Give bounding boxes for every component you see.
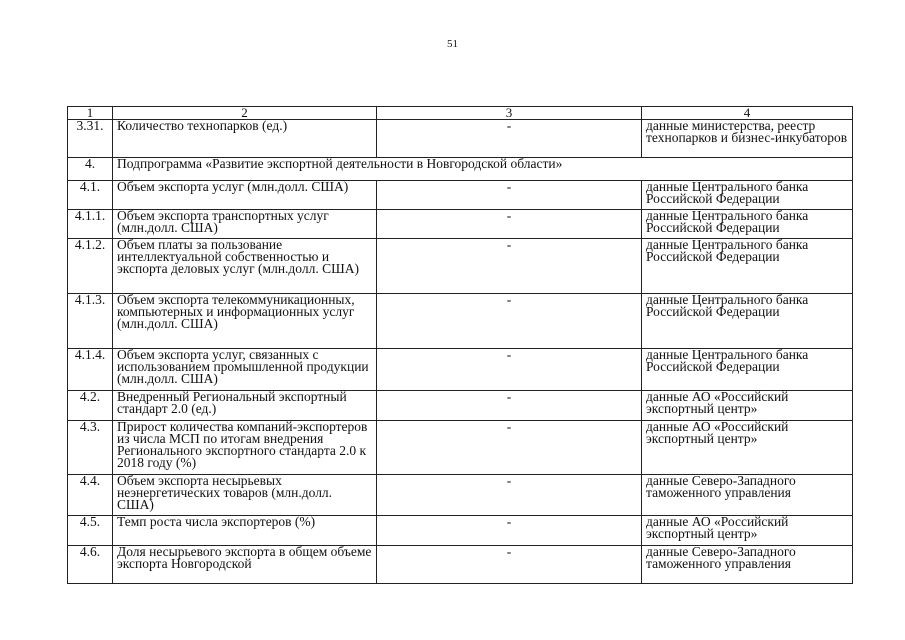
data-source: данные Северо-Западного таможенного управления [642, 546, 853, 584]
table-row [68, 475, 853, 516]
column-header: 4 [642, 107, 853, 120]
indicator-value: - [377, 475, 642, 516]
row-number: 4. [68, 158, 113, 181]
indicator-value: - [377, 239, 642, 294]
row-number: 4.2. [68, 391, 113, 421]
data-source: данные АО «Российский экспортный центр» [642, 421, 853, 475]
data-source: данные Северо-Западного таможенного управления [642, 475, 853, 516]
table-row [68, 239, 853, 294]
table-row [68, 546, 853, 584]
table-row [68, 349, 853, 391]
indicator-name: Объем экспорта несырьевых неэнергетических товаров (млн.долл. США) [113, 475, 377, 516]
indicator-name: Прирост количества компаний-экспортеров из числа МСП по итогам внедрения Регионального экспортного стандарта 2.0 к 2018 году (%) [113, 421, 377, 475]
table-row [68, 421, 853, 475]
indicator-value: - [377, 516, 642, 546]
table-row [68, 210, 853, 239]
row-number: 4.5. [68, 516, 113, 546]
indicator-value: - [377, 391, 642, 421]
row-number: 4.1.1. [68, 210, 113, 239]
column-header: 1 [68, 107, 113, 120]
data-source: данные АО «Российский экспортный центр» [642, 516, 853, 546]
indicator-value: - [377, 294, 642, 349]
row-number: 4.1.2. [68, 239, 113, 294]
indicator-value: - [377, 210, 642, 239]
indicator-name: Количество технопарков (ед.) [113, 120, 377, 158]
subprogram-title: Подпрограмма «Развитие экспортной деятельности в Новгородской области» [113, 158, 853, 181]
table-row [68, 181, 853, 210]
indicator-value: - [377, 181, 642, 210]
indicator-value: - [377, 349, 642, 391]
indicator-name: Доля несырьевого экспорта в общем объеме экспорта Новгородской [113, 546, 377, 584]
indicator-value: - [377, 546, 642, 584]
indicator-value: - [377, 120, 642, 158]
data-source: данные Центрального банка Российской Федерации [642, 294, 853, 349]
data-source: данные АО «Российский экспортный центр» [642, 391, 853, 421]
row-number: 4.3. [68, 421, 113, 475]
table-row [68, 391, 853, 421]
indicator-name: Объем платы за пользование интеллектуальной собственностью и экспорта деловых услуг (млн.долл. США) [113, 239, 377, 294]
table-row [68, 294, 853, 349]
column-header: 3 [377, 107, 642, 120]
section-row [68, 158, 853, 181]
data-source: данные Центрального банка Российской Федерации [642, 239, 853, 294]
column-header: 2 [113, 107, 377, 120]
data-source: данные Центрального банка Российской Федерации [642, 181, 853, 210]
row-number: 4.4. [68, 475, 113, 516]
data-source: данные Центрального банка Российской Федерации [642, 210, 853, 239]
row-number: 3.31. [68, 120, 113, 158]
indicator-name: Объем экспорта услуг (млн.долл. США) [113, 181, 377, 210]
row-number: 4.6. [68, 546, 113, 584]
indicator-name: Объем экспорта транспортных услуг (млн.долл. США) [113, 210, 377, 239]
table-row [68, 120, 853, 158]
indicator-name: Внедренный Региональный экспортный стандарт 2.0 (ед.) [113, 391, 377, 421]
row-number: 4.1.3. [68, 294, 113, 349]
row-number: 4.1.4. [68, 349, 113, 391]
indicators-table [67, 106, 853, 584]
page-number: 51 [447, 38, 458, 50]
indicator-name: Объем экспорта телекоммуникационных, компьютерных и информационных услуг (млн.долл. США) [113, 294, 377, 349]
header-row [68, 107, 853, 120]
indicator-name: Темп роста числа экспортеров (%) [113, 516, 377, 546]
table-row [68, 516, 853, 546]
indicator-name: Объем экспорта услуг, связанных с использованием промышленной продукции (млн.долл. США) [113, 349, 377, 391]
data-source: данные министерства, реестр технопарков и бизнес-инкубаторов [642, 120, 853, 158]
data-source: данные Центрального банка Российской Федерации [642, 349, 853, 391]
indicator-value: - [377, 421, 642, 475]
row-number: 4.1. [68, 181, 113, 210]
